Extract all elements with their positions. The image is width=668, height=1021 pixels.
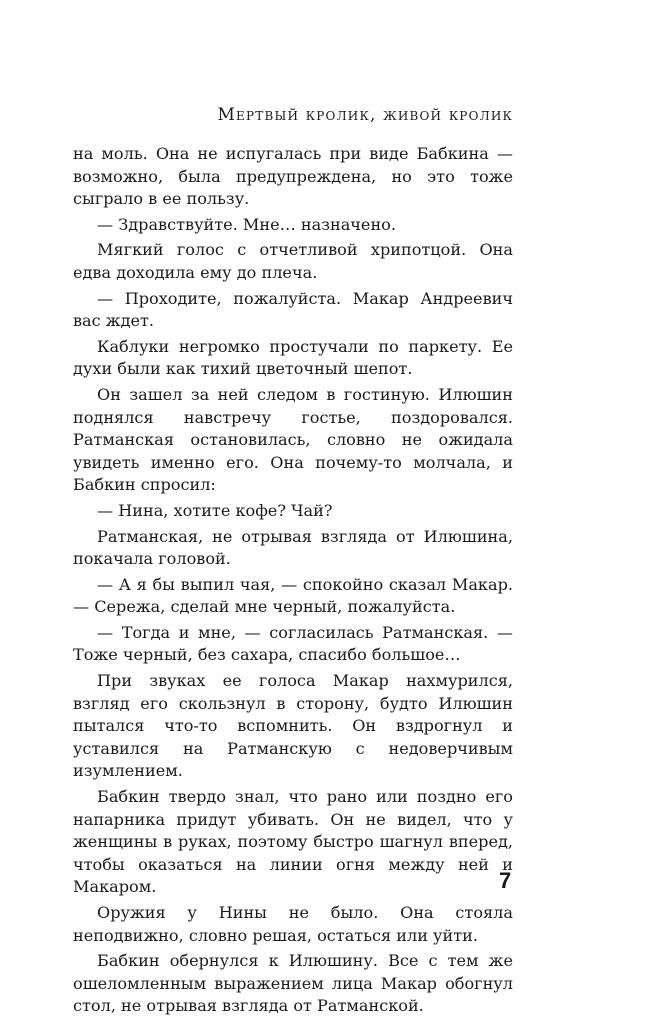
page-number: 7 xyxy=(499,868,512,893)
paragraph: Каблуки негромко простучали по паркету. Ее духи были как тихий цветочный шепот. xyxy=(73,336,513,379)
paragraph: на моль. Она не испугалась при виде Бабкина — возможно, была предупреждена, но это тоже сыграло в ее пользу. xyxy=(73,144,513,209)
paragraph: — Проходите, пожалуйста. Макар Андреевич вас ждет. xyxy=(73,288,513,331)
paragraph: При звуках ее голоса Макар нахмурился, взгляд его скользнул в сторону, будто Илюшин пытался что-то вспомнить. Он вздрогнул и уставился на Ратманскую с недоверчивым изумлением. xyxy=(73,671,513,781)
paragraph: — Тогда и мне, — согласилась Ратманская. — Тоже черный, без сахара, спасибо большое… xyxy=(73,622,513,665)
paragraph: Ратманская, не отрывая взгляда от Илюшина, покачала головой. xyxy=(73,526,513,569)
paragraph: Бабкин твердо знал, что рано или поздно его напарника придут убивать. Он не видел, что у женщины в руках, поэтому быстро шагнул вперед, чтобы оказаться на линии огня между ней и Макаром. xyxy=(73,787,513,897)
paragraph: — А я бы выпил чая, — спокойно сказал Макар. — Сережа, сделай мне черный, пожалуйста. xyxy=(73,574,513,617)
paragraph: Бабкин обернулся к Илюшину. Все с тем же ошеломленным выражением лица Макар обогнул стол, не отрывая взгляда от Ратманской. xyxy=(73,951,513,1016)
paragraph: Оружия у Нины не было. Она стояла неподвижно, словно решая, остаться или уйти. xyxy=(73,903,513,945)
paragraph: Мягкий голос с отчетливой хрипотцой. Она едва доходила ему до плеча. xyxy=(73,240,513,282)
running-title: Мертвый кролик, живой кролик xyxy=(217,105,513,125)
paragraph: — Нина, хотите кофе? Чай? xyxy=(97,500,333,520)
paragraph: Он зашел за ней следом в гостиную. Илюшин поднялся навстречу гостье, поздоровался. Ратманская остановилась, словно не ожидала увидеть именно его. Она почему-то молчала, и Бабкин спросил: xyxy=(73,384,513,495)
body-text xyxy=(73,143,513,1021)
paragraph: — Здравствуйте. Мне… назначено. xyxy=(97,214,396,234)
